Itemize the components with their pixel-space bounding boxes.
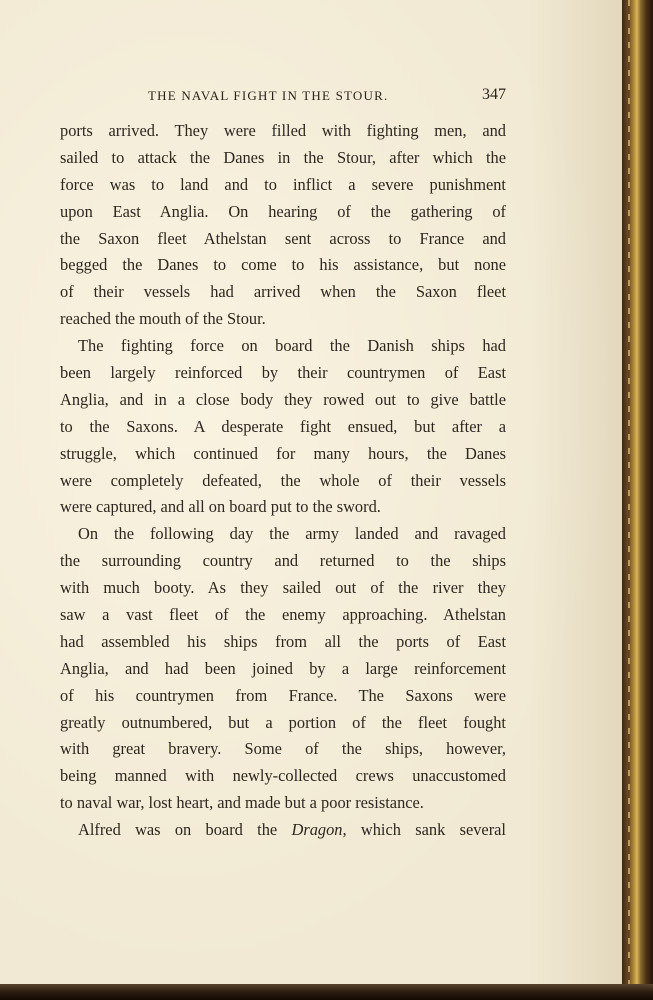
page-header	[60, 86, 506, 108]
text-line: been largely reinforced by their countrymen of East	[60, 363, 506, 383]
running-head: THE NAVAL FIGHT IN THE STOUR.	[148, 88, 389, 103]
text-line: The fighting force on board the Danish ships had	[78, 336, 506, 356]
text-line: the surrounding country and returned to the ships	[60, 551, 506, 571]
page-number: 347	[482, 86, 506, 103]
text-segment: Alfred was on board the	[78, 820, 292, 840]
text-line: sailed to attack the Danes in the Stour, after which the	[60, 147, 506, 167]
text-line: were completely defeated, the whole of their vessels	[60, 470, 506, 490]
text-line: saw a vast fleet of the enemy approaching. Athelstan	[60, 605, 506, 625]
text-line: of their vessels had arrived when the Saxon fleet	[60, 282, 506, 302]
text-line: of his countrymen from France. The Saxons were	[60, 685, 506, 705]
text-line: struggle, which continued for many hours, the Danes	[60, 443, 506, 463]
text-line: were captured, and all on board put to the sword.	[60, 497, 381, 517]
text-line: to the Saxons. A desperate fight ensued, but after a	[60, 416, 506, 436]
text-line: ports arrived. They were filled with fighting men, and	[60, 121, 506, 140]
page-bottom-edge	[0, 984, 653, 1000]
text-line: greatly outnumbered, but a portion of the fleet fought	[60, 712, 506, 732]
text-line: with much booty. As they sailed out of the river they	[60, 578, 506, 598]
text-line: to naval war, lost heart, and made but a poor resistance.	[60, 793, 424, 813]
text-line: reached the mouth of the Stour.	[60, 309, 266, 329]
text-line: begged the Danes to come to his assistance, but none	[60, 255, 506, 275]
text-line: had assembled his ships from all the ports of East	[60, 631, 506, 651]
text-line: force was to land and to inflict a severe punishment	[60, 174, 506, 194]
text-line: Anglia, and in a close body they rowed out to give battle	[60, 389, 506, 409]
book-binding-edge	[622, 0, 653, 1000]
text-line: On the following day the army landed and ravaged	[78, 524, 506, 544]
text-segment: which sank several	[346, 820, 506, 840]
body-text	[60, 118, 506, 844]
text-line: being manned with newly-collected crews unaccustomed	[60, 766, 506, 786]
text-line: the Saxon fleet Athelstan sent across to France and	[60, 228, 506, 248]
text-line	[60, 817, 506, 844]
text-line: with great bravery. Some of the ships, however,	[60, 739, 506, 759]
text-line: upon East Anglia. On hearing of the gathering of	[60, 201, 506, 221]
text-line: Anglia, and had been joined by a large reinforcement	[60, 658, 506, 678]
ship-name: Dragon,	[291, 820, 347, 840]
